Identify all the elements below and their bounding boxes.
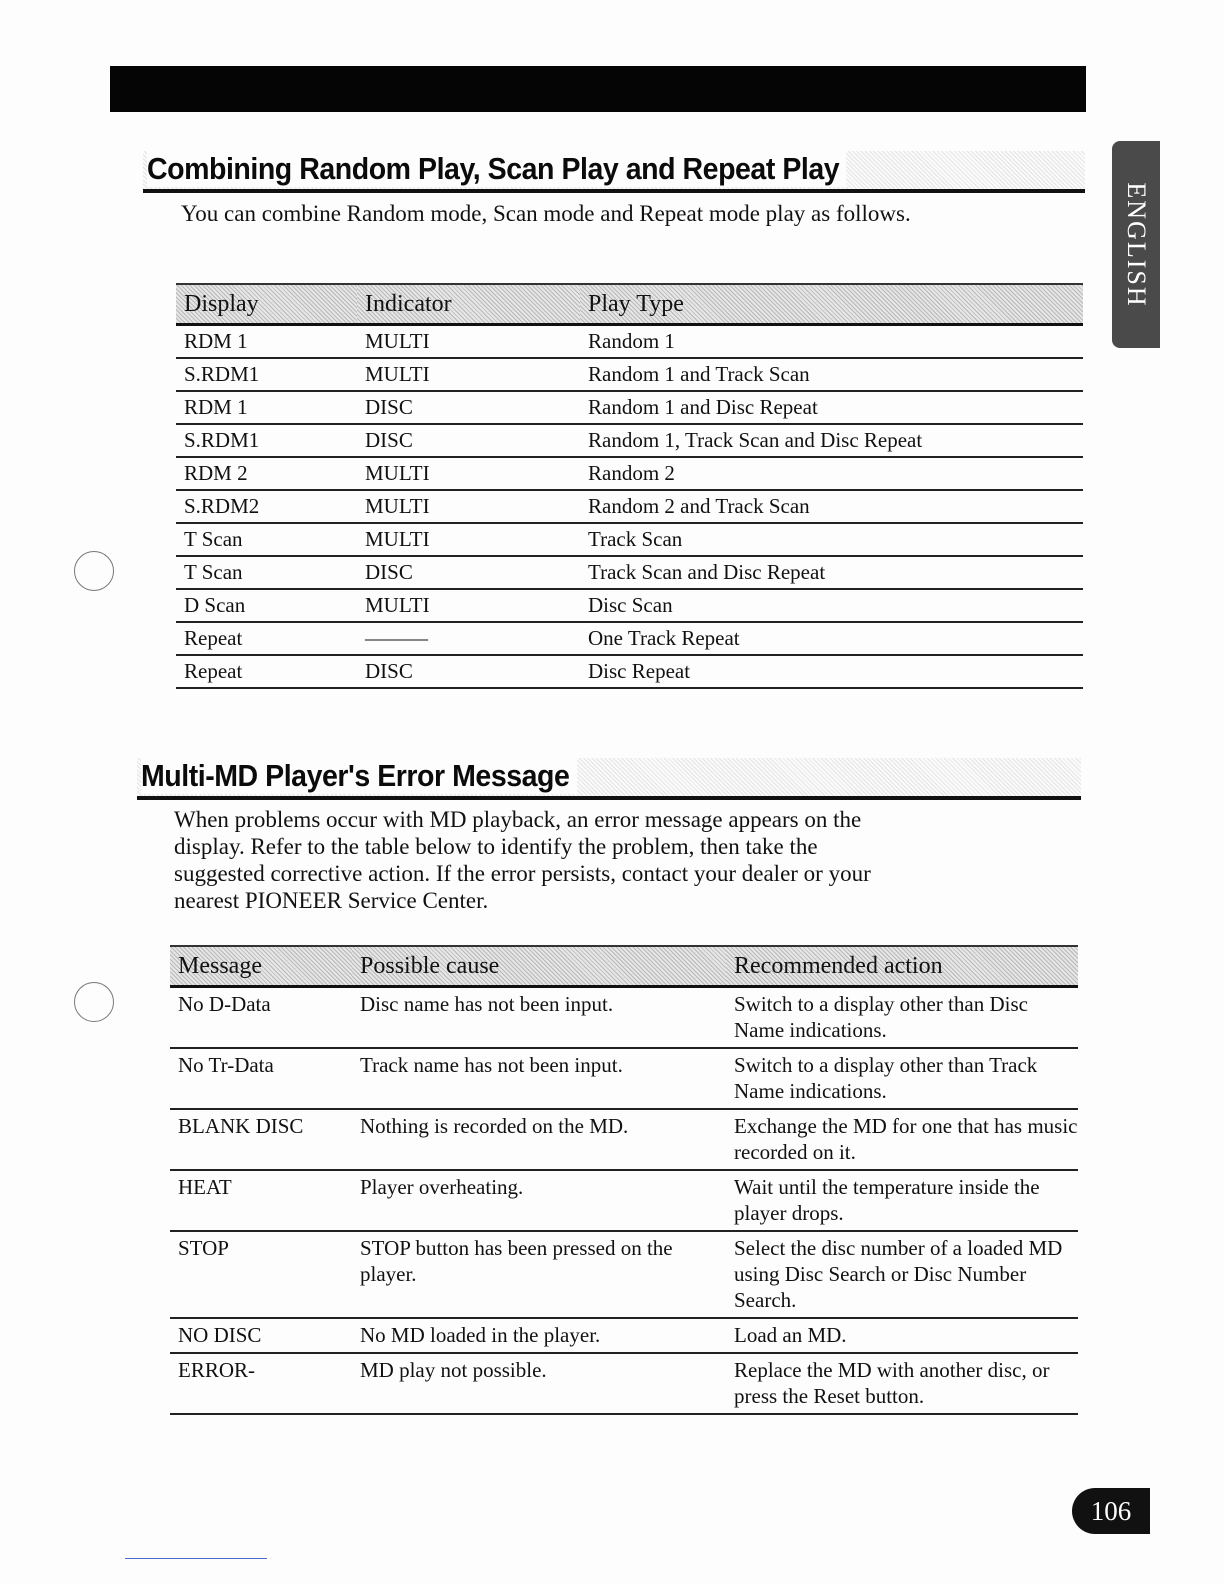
indicator-cell: DISC bbox=[357, 391, 580, 424]
section-title: Multi-MD Player's Error Message bbox=[141, 758, 577, 794]
section-title: Combining Random Play, Scan Play and Repeat Play bbox=[147, 151, 847, 187]
indicator-cell: MULTI bbox=[357, 358, 580, 391]
cause-cell: No MD loaded in the player. bbox=[352, 1318, 726, 1353]
action-cell: Exchange the MD for one that has music recorded on it. bbox=[726, 1109, 1078, 1170]
cause-cell: STOP button has been pressed on the player. bbox=[352, 1231, 726, 1318]
cause-cell: Nothing is recorded on the MD. bbox=[352, 1109, 726, 1170]
table-header-row bbox=[176, 284, 1083, 325]
indicator-cell: MULTI bbox=[357, 523, 580, 556]
column-header: Play Type bbox=[580, 284, 1083, 325]
action-cell: Replace the MD with another disc, or press the Reset button. bbox=[726, 1353, 1078, 1414]
action-cell: Switch to a display other than Disc Name indications. bbox=[726, 987, 1078, 1049]
display-cell: RDM 1 bbox=[176, 391, 357, 424]
action-cell: Load an MD. bbox=[726, 1318, 1078, 1353]
play-type-cell: Disc Repeat bbox=[580, 655, 1083, 688]
cause-cell: MD play not possible. bbox=[352, 1353, 726, 1414]
footer-rule bbox=[125, 1558, 267, 1559]
punch-hole-mark bbox=[74, 551, 114, 591]
cause-cell: Track name has not been input. bbox=[352, 1048, 726, 1109]
table-header-row bbox=[170, 946, 1078, 987]
play-type-cell: Disc Scan bbox=[580, 589, 1083, 622]
display-cell: S.RDM1 bbox=[176, 358, 357, 391]
display-cell: RDM 2 bbox=[176, 457, 357, 490]
action-cell: Switch to a display other than Track Name indications. bbox=[726, 1048, 1078, 1109]
play-type-cell: Random 2 bbox=[580, 457, 1083, 490]
display-cell: Repeat bbox=[176, 622, 357, 655]
column-header: Message bbox=[170, 946, 352, 987]
message-cell: ERROR- bbox=[170, 1353, 352, 1414]
table-row bbox=[176, 655, 1083, 688]
display-cell: RDM 1 bbox=[176, 325, 357, 359]
message-cell: NO DISC bbox=[170, 1318, 352, 1353]
error-message-table bbox=[170, 945, 1078, 1415]
indicator-cell: ——— bbox=[357, 622, 580, 655]
table-row bbox=[176, 325, 1083, 359]
table-row bbox=[170, 1318, 1078, 1353]
play-type-cell: Random 1, Track Scan and Disc Repeat bbox=[580, 424, 1083, 457]
play-mode-table bbox=[176, 283, 1083, 689]
play-type-cell: Random 1 and Disc Repeat bbox=[580, 391, 1083, 424]
section-intro: When problems occur with MD playback, an error message appears on the display. Refer to the table below to identify the problem, then take the suggested corrective action. If the error persists, contact your dealer or your nearest PIONEER Service Center. bbox=[174, 807, 871, 913]
table-row bbox=[176, 424, 1083, 457]
language-tab-label: ENGLISH bbox=[1122, 181, 1151, 308]
play-type-cell: Random 1 bbox=[580, 325, 1083, 359]
indicator-cell: DISC bbox=[357, 556, 580, 589]
language-tab bbox=[1112, 141, 1160, 348]
section-intro: You can combine Random mode, Scan mode and Repeat mode play as follows. bbox=[181, 201, 911, 226]
column-header: Indicator bbox=[357, 284, 580, 325]
table-row bbox=[176, 391, 1083, 424]
table-row bbox=[170, 1170, 1078, 1231]
play-type-cell: Random 2 and Track Scan bbox=[580, 490, 1083, 523]
table-row bbox=[170, 1353, 1078, 1414]
table-row bbox=[176, 523, 1083, 556]
indicator-cell: DISC bbox=[357, 424, 580, 457]
table-row bbox=[176, 490, 1083, 523]
table-row bbox=[176, 589, 1083, 622]
column-header: Recommended action bbox=[726, 946, 1078, 987]
play-type-cell: Track Scan bbox=[580, 523, 1083, 556]
cause-cell: Player overheating. bbox=[352, 1170, 726, 1231]
message-cell: STOP bbox=[170, 1231, 352, 1318]
display-cell: T Scan bbox=[176, 523, 357, 556]
section-heading-error-messages bbox=[137, 758, 1081, 800]
cause-cell: Disc name has not been input. bbox=[352, 987, 726, 1049]
table-row bbox=[170, 987, 1078, 1049]
indicator-cell: MULTI bbox=[357, 325, 580, 359]
column-header: Possible cause bbox=[352, 946, 726, 987]
action-cell: Select the disc number of a loaded MD using Disc Search or Disc Number Search. bbox=[726, 1231, 1078, 1318]
play-type-cell: Track Scan and Disc Repeat bbox=[580, 556, 1083, 589]
table-row bbox=[170, 1048, 1078, 1109]
table-row bbox=[176, 556, 1083, 589]
table-row bbox=[170, 1109, 1078, 1170]
table-row bbox=[170, 1231, 1078, 1318]
play-type-cell: One Track Repeat bbox=[580, 622, 1083, 655]
play-type-cell: Random 1 and Track Scan bbox=[580, 358, 1083, 391]
table-row bbox=[176, 622, 1083, 655]
message-cell: BLANK DISC bbox=[170, 1109, 352, 1170]
page-number: 106 bbox=[1072, 1488, 1150, 1534]
section-heading-random-scan-repeat bbox=[143, 151, 1085, 193]
table-row bbox=[176, 358, 1083, 391]
display-cell: T Scan bbox=[176, 556, 357, 589]
table-row bbox=[176, 457, 1083, 490]
display-cell: S.RDM2 bbox=[176, 490, 357, 523]
message-cell: HEAT bbox=[170, 1170, 352, 1231]
message-cell: No D-Data bbox=[170, 987, 352, 1049]
display-cell: Repeat bbox=[176, 655, 357, 688]
indicator-cell: MULTI bbox=[357, 589, 580, 622]
column-header: Display bbox=[176, 284, 357, 325]
indicator-cell: MULTI bbox=[357, 457, 580, 490]
punch-hole-mark bbox=[74, 982, 114, 1022]
display-cell: S.RDM1 bbox=[176, 424, 357, 457]
indicator-cell: MULTI bbox=[357, 490, 580, 523]
header-bar bbox=[110, 66, 1086, 112]
action-cell: Wait until the temperature inside the player drops. bbox=[726, 1170, 1078, 1231]
message-cell: No Tr-Data bbox=[170, 1048, 352, 1109]
indicator-cell: DISC bbox=[357, 655, 580, 688]
display-cell: D Scan bbox=[176, 589, 357, 622]
